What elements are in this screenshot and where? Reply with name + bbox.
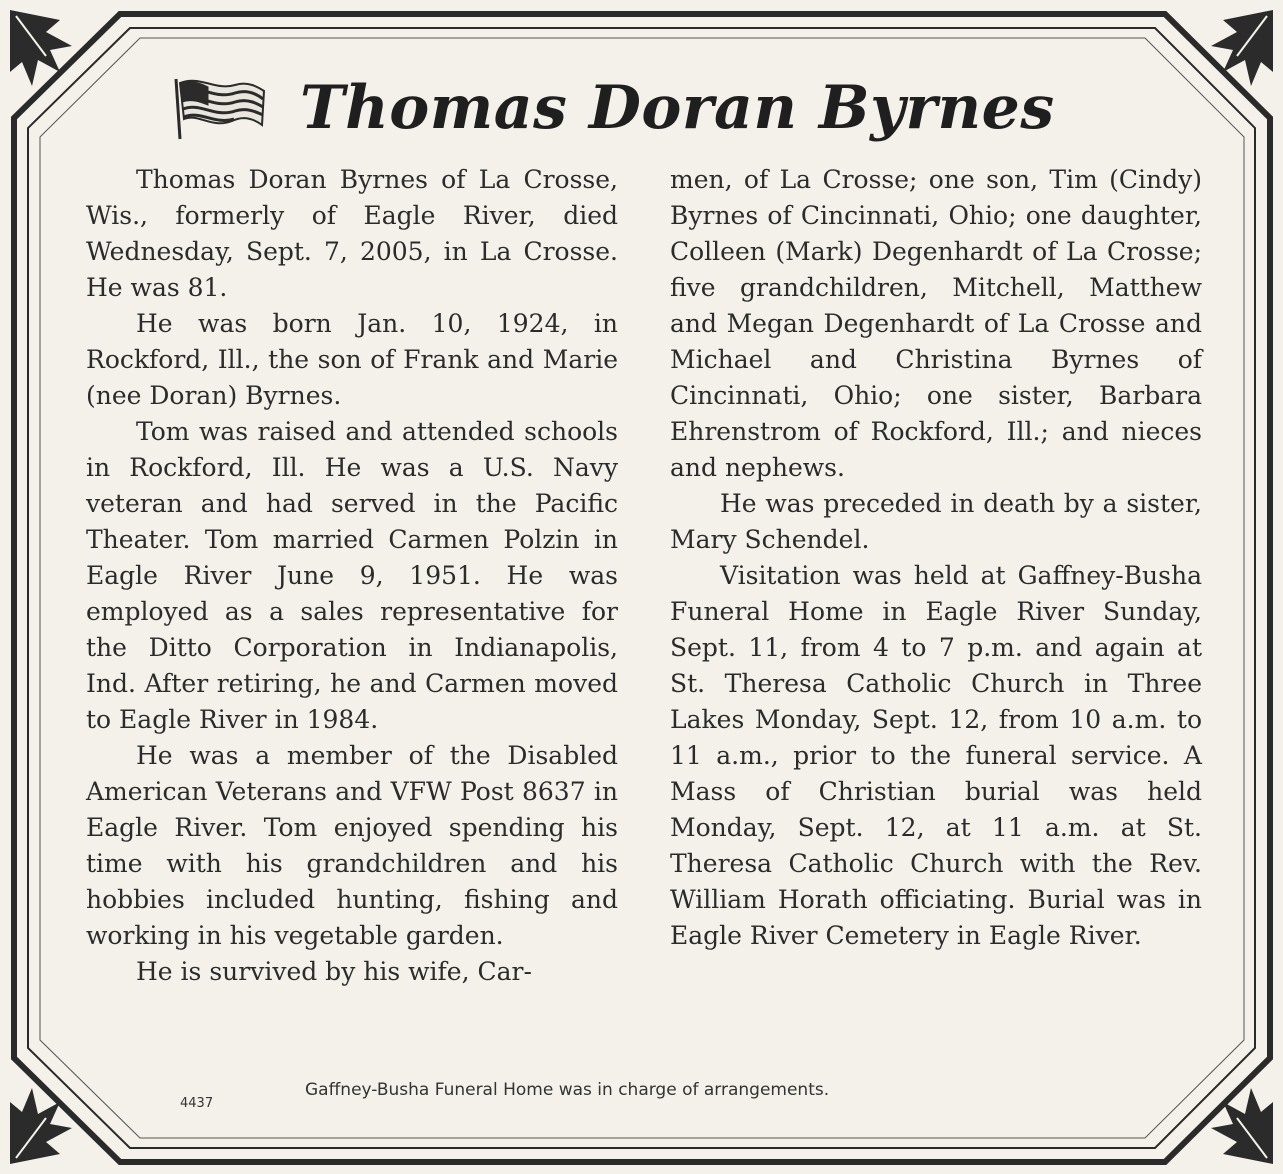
paragraph: Visitation was held at Gaffney-Busha Funeral Home in Eagle River Sunday, Sept. 11, from 4 to 7 p.m. and again at St. Theresa Catholic Church in Three Lakes Monday, Sept. 12, from 10 a.m. to 11 a.m., prior to the funeral service. A Mass of Christian burial was held Monday, Sept. 12, at 11 a.m. at St. Theresa Catholic Church with the Rev. William Horath officiating. Burial was in Eagle River Cemetery in Eagle River.: [670, 561, 1202, 950]
obituary-body: [86, 162, 1202, 990]
leaf-ornament-icon: [1171, 1062, 1281, 1172]
footer-note: Gaffney-Busha Funeral Home was in charge of arrangements.: [305, 1080, 830, 1100]
paragraph: He is survived by his wife, Car-: [136, 957, 532, 986]
paragraph: He was preceded in death by a sister, Mary Schendel.: [670, 489, 1202, 554]
header: [170, 58, 1070, 158]
paragraph: Thomas Doran Byrnes of La Crosse, Wis., formerly of Eagle River, died Wednesday, Sept. 7, 2005, in La Crosse. He was 81.: [86, 165, 618, 302]
paragraph: men, of La Crosse; one son, Tim (Cindy) Byrnes of Cincinnati, Ohio; one daughter, Colleen (Mark) Degenhardt of La Crosse; five grandchildren, Mitchell, Matthew and Megan Degenhardt of La Crosse and Michael and Christina Byrnes of Cincinnati, Ohio; one sister, Barbara Ehrenstrom of Rockford, Ill.; and nieces and nephews.: [670, 165, 1202, 482]
paragraph: He was born Jan. 10, 1924, in Rockford, Ill., the son of Frank and Marie (nee Doran) Byrnes.: [86, 309, 618, 410]
page-title: Thomas Doran Byrnes: [300, 73, 1055, 143]
column-left: [86, 162, 618, 990]
ad-number: 4437: [180, 1096, 214, 1111]
american-flag-icon: [170, 73, 270, 143]
leaf-ornament-icon: [2, 2, 112, 112]
paragraph: He was a member of the Disabled American Veterans and VFW Post 8637 in Eagle River. Tom enjoyed spending his time with his grandchildren and his hobbies included hunting, fishing and working in his vegetable garden.: [86, 741, 618, 950]
column-right: [670, 162, 1202, 990]
leaf-ornament-icon: [1171, 2, 1281, 112]
leaf-ornament-icon: [2, 1062, 112, 1172]
paragraph: Tom was raised and attended schools in Rockford, Ill. He was a U.S. Navy veteran and had served in the Pacific Theater. Tom married Carmen Polzin in Eagle River June 9, 1951. He was employed as a sales representative for the Ditto Corporation in Indianapolis, Ind. After retiring, he and Carmen moved to Eagle River in 1984.: [86, 417, 618, 734]
